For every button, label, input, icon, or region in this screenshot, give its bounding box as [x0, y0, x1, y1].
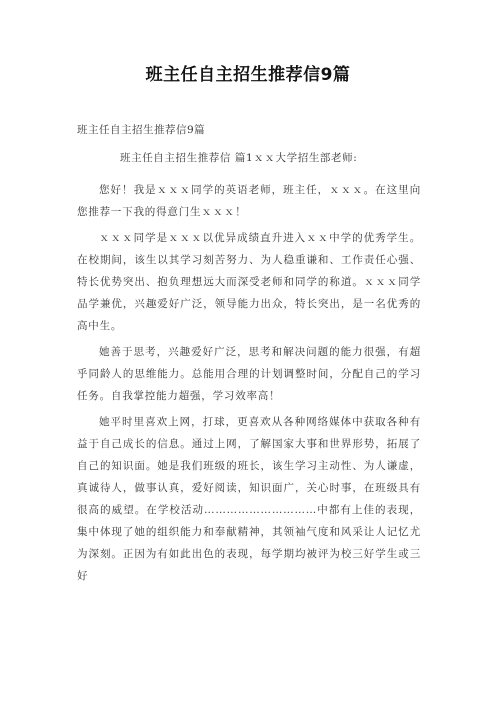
letter-body: [77, 175, 421, 587]
paragraph-greeting: 您好！我是ｘｘｘ同学的英语老师，班主任，ｘｘｘ。在这里向您推荐一下我的得意门生ｘｘｘ！: [77, 184, 421, 218]
document-subtitle: 班主任自主招生推荐信9篇: [77, 124, 206, 136]
document-title: 班主任自主招生推荐信9篇: [145, 65, 351, 85]
letter-salutation: 班主任自主招生推荐信 篇1ｘｘ大学招生部老师:: [120, 152, 358, 164]
paragraph-thinking: 她善于思考，兴趣爱好广泛，思考和解决问题的能力很强，有超乎同龄人的思维能力。总能用合理的计划调整时间，分配自己的学习任务。自我掌控能力超强，学习效率高！: [77, 346, 421, 402]
paragraph-student-intro: ｘｘｘ同学是ｘｘｘ以优异成绩直升进入ｘｘ中学的优秀学生。在校期间，该生以其学习刻苦努力、为人稳重谦和、工作责任心强、特长优势突出、抱负理想远大而深受老师和同学的称道。ｘｘｘ同学品学兼优，兴趣爱好广泛，领导能力出众，特长突出，是一名优秀的高中生。: [77, 232, 421, 332]
paragraph-activities: 她平时里喜欢上网，打球，更喜欢从各种网络媒体中获取各种有益于自己成长的信息。通过上网，了解国家大事和世界形势，拓展了自己的知识面。她是我们班级的班长，该生学习主动性、为人谦虚，真诚待人，做事认真，爱好阅读，知识面广，关心时事，在班级具有很高的威望。在学校活动…………………………中都有上佳的表现，集中体现了她的组织能力和奉献精神，其领袖气度和风采让人记忆尤为深刻。正因为有如此出色的表现，每学期均被评为校三好学生或三好: [77, 416, 421, 582]
